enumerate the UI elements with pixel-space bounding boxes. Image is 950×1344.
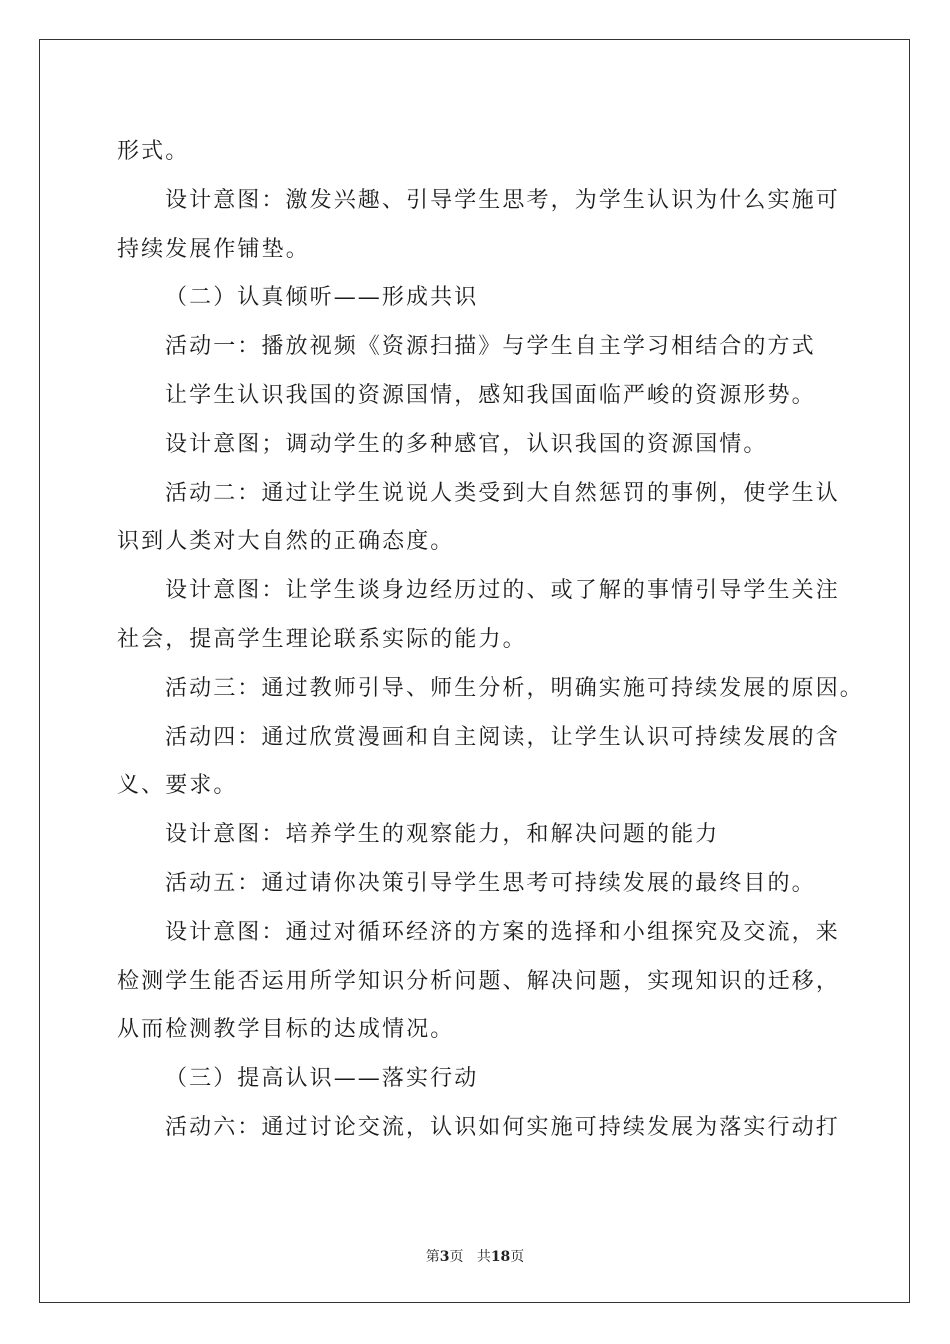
text-line: 活动四：通过欣赏漫画和自主阅读，让学生认识可持续发展的含: [165, 724, 840, 750]
text-line: 活动五：通过请你决策引导学生思考可持续发展的最终目的。: [165, 870, 816, 896]
footer-page-number: 3: [439, 1249, 450, 1265]
text-line: 设计意图；调动学生的多种感官，认识我国的资源国情。: [165, 431, 768, 457]
document-body: [117, 128, 864, 1153]
text-line: 设计意图：培养学生的观察能力，和解决问题的能力: [165, 822, 720, 848]
footer-total-suffix: 页: [510, 1249, 525, 1265]
text-line: 从而检测教学目标的达成情况。: [117, 1017, 455, 1043]
text-line: 活动二：通过让学生说说人类受到大自然惩罚的事例，使学生认: [165, 480, 840, 506]
text-line: 设计意图：让学生谈身边经历过的、或了解的事情引导学生关注: [165, 578, 840, 604]
page-footer: [0, 1246, 950, 1266]
text-line: 义、要求。: [117, 773, 238, 799]
text-line: 设计意图：激发兴趣、引导学生思考，为学生认识为什么实施可: [165, 187, 840, 213]
footer-page-suffix: 页: [449, 1249, 464, 1265]
text-line: 检测学生能否运用所学知识分析问题、解决问题，实现知识的迁移，: [117, 968, 841, 994]
text-line: 持续发展作铺垫。: [117, 236, 310, 262]
text-line: 活动一：播放视频《资源扫描》与学生自主学习相结合的方式: [165, 334, 816, 360]
text-line: 社会，提高学生理论联系实际的能力。: [117, 626, 527, 652]
text-line: 识到人类对大自然的正确态度。: [117, 529, 455, 555]
text-line: 活动三：通过教师引导、师生分析，明确实施可持续发展的原因。: [165, 675, 864, 701]
footer-total-prefix: 共: [476, 1249, 491, 1265]
text-line: 活动六：通过讨论交流，认识如何实施可持续发展为落实行动打: [165, 1114, 840, 1140]
text-line: 形式。: [117, 139, 190, 164]
section-heading: （三）提高认识——落实行动: [165, 1066, 479, 1092]
footer-prefix: 第: [425, 1249, 440, 1265]
footer-total-pages: 18: [490, 1249, 511, 1265]
text-line: 设计意图：通过对循环经济的方案的选择和小组探究及交流，来: [165, 919, 840, 945]
section-heading: （二）认真倾听——形成共识: [165, 285, 479, 311]
text-line: 让学生认识我国的资源国情，感知我国面临严峻的资源形势。: [165, 382, 816, 408]
